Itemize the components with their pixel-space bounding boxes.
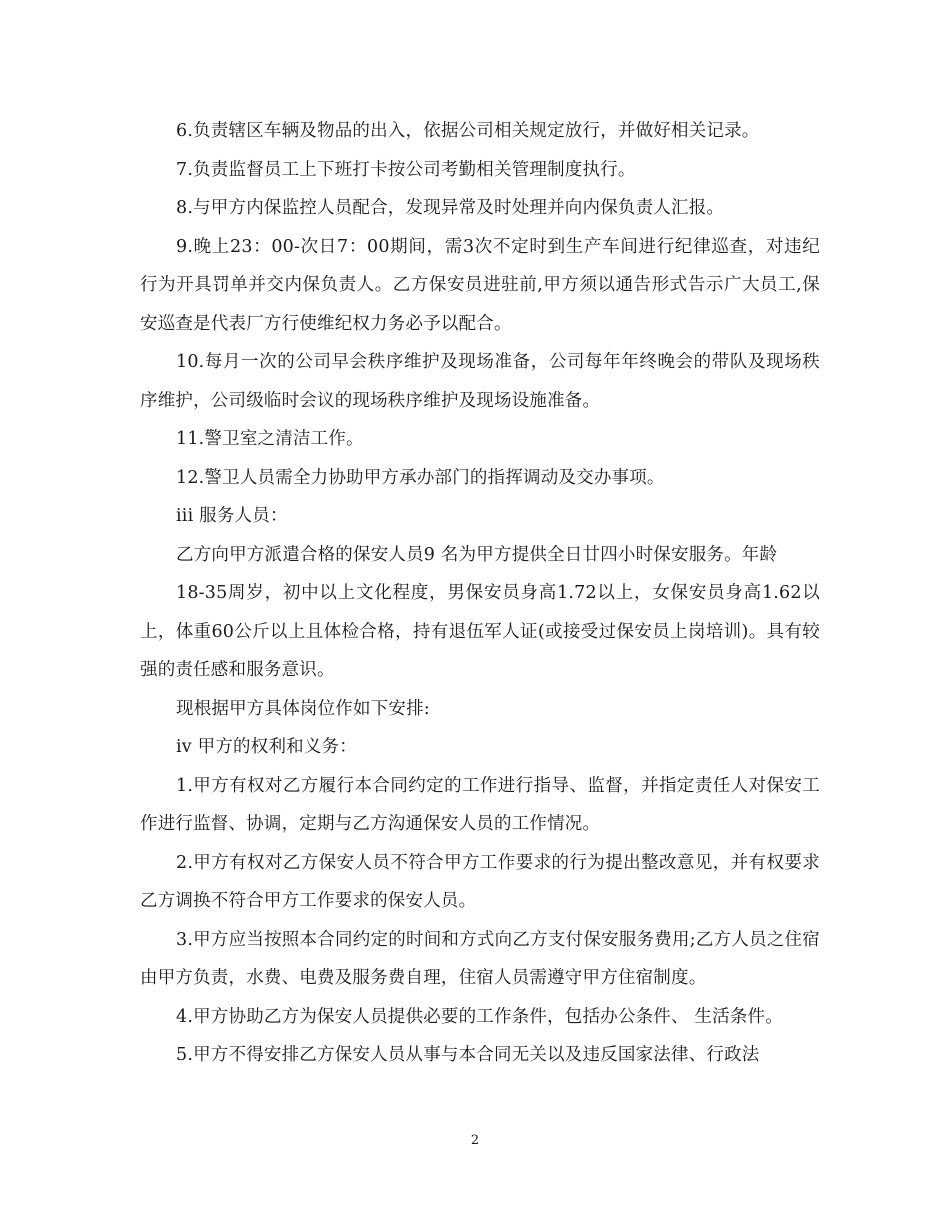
paragraph-rights-2: 2.甲方有权对乙方保安人员不符合甲方工作要求的行为提出整改意见，并有权要求乙方调换不符合甲方工作要求的保安人员。 [140,852,820,911]
paragraph-arrangement: 现根据甲方具体岗位作如下安排: [176,698,430,719]
paragraph-item-9: 9.晚上23：00-次日7：00期间，需3次不定时到生产车间进行纪律巡查，对违纪行为开具罚单并交内保负责人。乙方保安员进驻前,甲方须以通告形式告示广大员工,保安巡查是代表厂方行使维纪权力务必予以配合。 [140,236,820,334]
paragraph-item-10: 10.每月一次的公司早会秩序维护及现场准备，公司每年年终晚会的带队及现场秩序维护，公司级临时会议的现场秩序维护及现场设施准备。 [140,352,820,411]
paragraph-staff-dispatch: 乙方向甲方派遣合格的保安人员9 名为甲方提供全日廿四小时保安服务。年龄 [176,544,778,565]
paragraph-rights-4: 4.甲方协助乙方为保安人员提供必要的工作条件，包括办公条件、 生活条件。 [176,1006,783,1027]
paragraph-rights-1: 1.甲方有权对乙方履行本合同约定的工作进行指导、监督，并指定责任人对保安工作进行监督、协调，定期与乙方沟通保安人员的工作情况。 [140,775,820,834]
paragraph-item-11: 11.警卫室之清洁工作。 [176,429,364,449]
paragraph-item-8: 8.与甲方内保监控人员配合，发现异常及时处理并向内保负责人汇报。 [176,198,725,218]
paragraph-item-7: 7.负责监督员工上下班打卡按公司考勤相关管理制度执行。 [176,159,636,180]
section-heading-party-a-rights: iv 甲方的权利和义务： [176,737,357,757]
page-number: 2 [470,1133,480,1148]
paragraph-item-6: 6.负责辖区车辆及物品的出入，依据公司相关规定放行，并做好相关记录。 [176,121,760,141]
paragraph-item-12: 12.警卫人员需全力协助甲方承办部门的指挥调动及交办事项。 [176,467,665,488]
paragraph-rights-3: 3.甲方应当按照本合同约定的时间和方式向乙方支付保安服务费用;乙方人员之住宿由甲方负责，水费、电费及服务费自理，住宿人员需遵守甲方住宿制度。 [140,929,820,988]
document-body [140,112,820,1075]
paragraph-staff-requirements: 18-35周岁，初中以上文化程度，男保安员身高1.72以上，女保安员身高1.62以上，体重60公斤以上且体检合格，持有退伍军人证(或接受过保安员上岗培训)。具有较强的责任感和服务意识。 [140,583,820,680]
paragraph-rights-5: 5.甲方不得安排乙方保安人员从事与本合同无关以及违反国家法律、行政法 [176,1045,760,1065]
section-heading-service-staff: iii 服务人员： [176,506,288,526]
